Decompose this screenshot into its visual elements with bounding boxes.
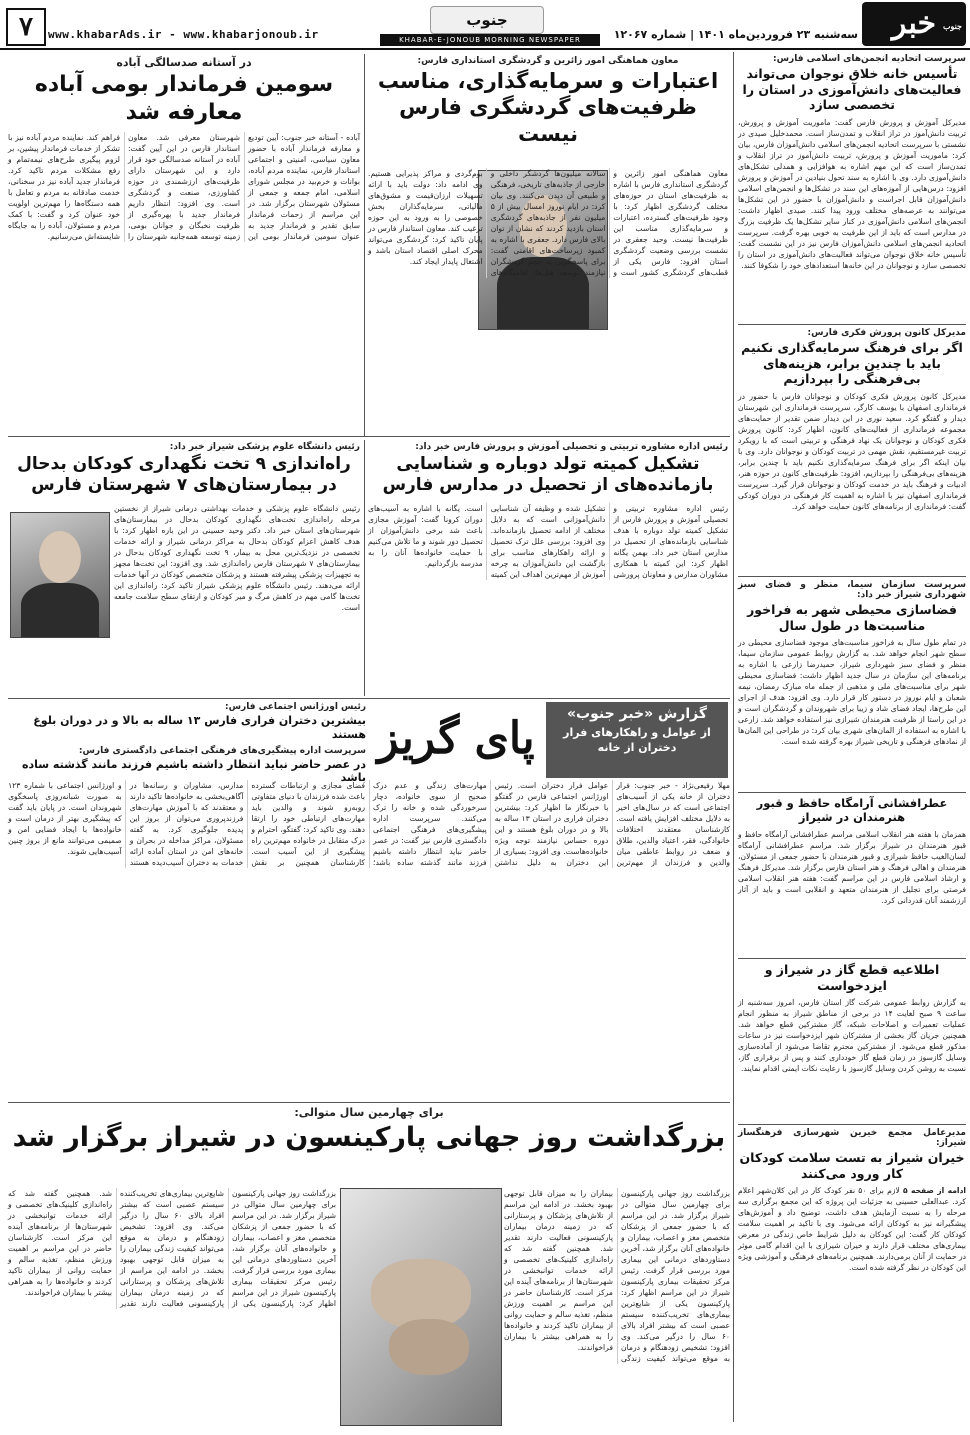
english-newspaper-name: KHABAR-E-JONOUB MORNING NEWSPAPER: [380, 34, 600, 46]
article-body: در تمام طول سال به فراخور مناسبت‌های موجود فضاسازی محیطی در سطح شهر انجام خواهد شد. به گزارش روابط عمومی سازمان سیما، منظر و فضای سبز شهرداری شیراز، حمیدرضا زارعی با اشاره به برنامه‌های این سازمان در سال جدید اظهار داشت: فضاسازی محیطی شهر برای مناسبت‌های ملی و مذهبی از جمله ماه مبارک رمضان، نیمه شعبان و ایام نوروز در دستور کار قرار دارد. وی افزود: هدف از اجرای این طرح‌ها، ایجاد فضای شاد و زیبا برای شهروندان و گردشگران است و در این راستا از ظرفیت هنرمندان شیرازی نیز استفاده خواهد شد. زارعی با اشاره به استفاده از المان‌های شهری بیان کرد: در طراحی این المان‌ها از نمادهای فرهنگی و تاریخی شیراز بهره گرفته شده است.: [738, 638, 966, 747]
article-body: رئیس اداره مشاوره تربیتی و تحصیلی آموزش و پرورش فارس از تشکیل کمیته تولد دوباره با هدف شناسایی بازمانده‌های از تحصیل در مدارس استان خبر داد. بهمن یگانه اظهار کرد: این کمیته با همکاری مشاوران مدارس و معاونان پرورشی تشکیل شده و وظیفه آن شناسایی دانش‌آموزانی است که به دلایل مختلف از ادامه تحصیل بازمانده‌اند. وی افزود: بررسی علل ترک تحصیل و ارائه راهکارهای مناسب برای بازگشت این دانش‌آموزان به چرخه آموزش از مهم‌ترین اهداف این کمیته است. یگانه با اشاره به آسیب‌های دوران کرونا گفت: آموزش مجازی باعث شد برخی دانش‌آموزان از تحصیل دور شوند و ما تلاش می‌کنیم با حمایت خانواده‌ها آنان را به مدرسه بازگردانیم.: [368, 503, 728, 579]
article-headline: اعتبارات و سرمایه‌گذاری، مناسب ظرفیت‌های گردشگری فارس نیست: [377, 69, 719, 146]
article-body: آباده - آستانه خبر جنوب: آیین تودیع و معارفه فرماندار آباده با حضور معاون سیاسی، امنیتی و اجتماعی استاندار فارس، نماینده مردم آباده، بوانات و خرم‌بید در مجلس شورای اسلامی، امام جمعه و جمعی از مسئولان شهرستان برگزار شد. در این مراسم از زحمات فرماندار سابق تقدیر و فرماندار جدید به عنوان سومین فرماندار بومی این شهرستان معرفی شد. معاون استاندار فارس در این آیین گفت: آباده در آستانه صدسالگی خود قرار دارد و این شهرستان دارای ظرفیت‌های ارزشمندی در حوزه کشاورزی، صنعت و گردشگری است. وی افزود: انتظار داریم فرماندار جدید با بهره‌گیری از ظرفیت نخبگان و جوانان بومی، زمینه توسعه همه‌جانبه شهرستان را فراهم کند. نماینده مردم آباده نیز با تشکر از خدمات فرماندار پیشین، بر لزوم پیگیری طرح‌های نیمه‌تمام و رفع مشکلات مردم تاکید کرد. فرماندار جدید آباده نیز در سخنانی، خدمت صادقانه به مردم و تعامل با همه دستگاه‌ها را مهم‌ترین اولویت خود عنوان کرد و گفت: با کمک مردم و مسئولان، آباده را به جایگاه شایسته‌اش می‌رسانیم.: [8, 133, 360, 241]
article-headline: تشکیل کمیته تولد دوباره و شناسایی بازمانده‌های از تحصیل در مدارس فارس: [382, 454, 714, 496]
dateline: سه‌شنبه ۲۳ فروردین‌ماه ۱۴۰۱ | شماره ۱۲۰۶۷: [613, 28, 858, 41]
article-headline: فضاسازی محیطی شهر به فراخور مناسبت‌ها در طول سال: [747, 602, 957, 633]
article-parkinson-body-left: [8, 1188, 336, 1424]
divider: [8, 436, 730, 437]
divider: [738, 792, 966, 793]
article-kicker: سرپرست سازمان سیما، منظر و فضای سبز شهرداری شیراز خبر داد:: [738, 580, 966, 600]
report-kicker-2: سرپرست اداره پیشگیری‌های فرهنگی اجتماعی دادگستری فارس:: [78, 745, 366, 756]
article-body: بزرگداشت روز جهانی پارکینسون برای چهارمین سال متوالی در شیراز برگزار شد. در این مراسم که با حضور جمعی از پزشکان متخصص مغز و اعصاب، بیماران و خانواده‌های آنان برگزار شد، آخرین دستاوردهای درمانی این بیماری مورد بررسی قرار گرفت. رئیس مرکز تحقیقات بیماری پارکینسون شیراز در این مراسم اظهار کرد: پارکینسون یکی از شایع‌ترین بیماری‌های تخریب‌کننده سیستم عصبی است که بیشتر افراد بالای ۶۰ سال را درگیر می‌کند. وی افزود: تشخیص زودهنگام و درمان به موقع می‌تواند کیفیت زندگی بیماران را به میزان قابل توجهی بهبود بخشد. در ادامه این مراسم از تلاش‌های پزشکان و پرستارانی که در زمینه درمان بیماران پارکینسونی فعالیت دارند تقدیر شد. همچنین گفته شد که راه‌اندازی کلینیک‌های تخصصی و ارائه خدمات توانبخشی در شهرستان‌ها از برنامه‌های آینده این مرکز است. کارشناسان حاضر در این مراسم بر اهمیت ورزش منظم، تغذیه سالم و حمایت روانی از بیماران تاکید کردند و خانواده‌ها را به همراهی بیشتر با بیماران فراخواندند.: [504, 1189, 730, 1363]
newspaper-logo: [862, 2, 966, 46]
article-body: [738, 1185, 966, 1273]
article-headline: تأسیس خانه خلاق نوجوان می‌تواند فعالیت‌های دانش‌آموزی در استان را تخصصی سازد: [742, 66, 962, 113]
article-dropout-committee: [368, 442, 728, 694]
divider: [738, 1124, 966, 1125]
article-body: مدیرکل آموزش و پرورش فارس گفت: ماموریت آموزش و پرورش، تربیت دانش‌آموز در تراز انقلاب و تمدن‌ساز است. محمدخلیل صیدی در نشستی با سرپرست اتحادیه انجمن‌های اسلامی دانش‌آموزان فارس، بیان کرد: ماموریت آموزش و پرورش، تربیت دانش‌آموز در تراز انقلاب و تمدن‌ساز است که این مهم اشاره به هوافزایی و همدلی تشکل‌های دانش‌آموزی دارد. وی با اشاره به سند تحول بنیادین در آموزش و پرورش افزود: درس‌هایی از آموزه‌های این سند در تشکل‌ها و انجمن‌های اسلامی دانش‌آموزان قابل اجراست و دانش‌آموزان با حضور در این تشکل‌ها می‌توانند به عرصه‌های مختلف ورود پیدا کنند. صیدی اظهار داشت: انجمن‌های اسلامی دانش‌آموزی در کنار سایر تشکل‌ها یک ظرفیت بزرگ در مدارس است که باید از این ظرفیت به خوبی بهره گرفت. سرپرست اتحادیه انجمن‌های اسلامی دانش‌آموزان فارس نیز در این نشست گفت: تأسیس خانه خلاق نوجوان می‌تواند فعالیت‌های دانش‌آموزی در استان را تخصصی سازد و نوجوانان در این خانه‌ها استعدادهای خود را شکوفا کنند.: [738, 117, 966, 270]
article-parkinson-body-right: [504, 1188, 730, 1424]
article-headline: راه‌اندازی ۹ تخت نگهداری کودکان بدحال در بیمارستان‌های ۷ شهرستان فارس: [17, 454, 351, 496]
article-kicker: رئیس اداره مشاوره تربیتی و تحصیلی آموزش و پرورش فارس خبر داد:: [415, 442, 728, 452]
article-headline: بزرگداشت روز جهانی پارکینسون در شیراز برگزار شد: [12, 1122, 726, 1153]
report-box: [546, 702, 728, 778]
parkinson-hands-photo: [340, 1188, 502, 1426]
page-number: ۷: [6, 8, 46, 46]
article-kicker: مدیرکل کانون پرورش فکری فارس:: [807, 328, 966, 338]
logo-subtext: جنوب: [942, 21, 962, 31]
university-president-photo: [10, 512, 110, 638]
article-culture-investment: [738, 328, 966, 574]
divider: [8, 1102, 730, 1103]
article-body-text: لازم برای ۵۰ نفر کودک کار در این کلان‌شهر اعلام کرد. عبدالعلی حسینی به جزئیات این پروژه که این مجمع برگزاری سه مرحله را به نسبت آزمایش هدف داشت، توضیح داد و آموزش‌های پیشگیرانه نیز به کودکان ارائه می‌شود. وی با تاکید بر اهمیت سلامت کودکان کار گفت: این کودکان به دلیل شرایط خاص زندگی در معرض بیماری‌های مختلف قرار دارند و خیران شیرازی با این اقدام گامی موثر در حمایت از آنان برمی‌دارند. همچنین برنامه‌های فرهنگی و آموزشی ویژه این کودکان در نظر گرفته شده است.: [738, 1186, 966, 1273]
article-parkinson-header: [8, 1106, 730, 1182]
article-child-labour-health: [738, 1128, 966, 1424]
article-body: همزمان با هفته هنر انقلاب اسلامی مراسم عطرافشانی آرامگاه حافظ و قبور هنرمندان در شیراز برگزار شد. مراسم عطرافشانی آرامگاه لسان‌الغیب حافظ شیرازی و قبور هنرمندان با حضور جمعی از مسئولان، هنرمندان و اهالی فرهنگ و هنر استان فارس برگزار شد. مدیرکل فرهنگ و ارشاد اسلامی فارس در این مراسم گفت: هفته هنر انقلاب اسلامی فرصتی برای تجلیل از هنرمندان متعهد و انقلابی است و باید از آثار ارزشمند آنان قدردانی کرد.: [738, 829, 966, 905]
article-headline: اگر برای فرهنگ سرمایه‌گذاری نکنیم باید با چندین برابر، هزینه‌های بی‌فرهنگی را بپردازیم: [741, 340, 963, 387]
report-subhead-1: بیشترین دختران فراری فارس ۱۳ ساله به بالا و در دوران بلوغ هستند: [33, 714, 366, 741]
article-kicker: مدیرعامل مجمع خیرین شهرسازی فرهنگساز شیراز:: [738, 1128, 966, 1148]
article-headline: خیران شیراز به تست سلامت کودکان کار ورود می‌کنند: [739, 1150, 965, 1181]
article-body: معاون هماهنگی امور زائرین و گردشگری استانداری فارس با اشاره به ظرفیت‌های استان در حوزه‌های مختلف گردشگری اظهار کرد: با وجود ظرفیت‌های گسترده، اعتبارات و سرمایه‌گذاری مناسب این ظرفیت‌ها نیست. وحید جعفری در نشست بررسی وضعیت گردشگری استان افزود: فارس یکی از قطب‌های گردشگری کشور است و سالانه میلیون‌ها گردشگر داخلی و خارجی از جاذبه‌های تاریخی، فرهنگی و طبیعی آن دیدن می‌کنند. وی بیان کرد: در ایام نوروز امسال بیش از ۵ میلیون نفر از جاذبه‌های گردشگری استان بازدید کردند که نشان از توان بالای فارس دارد. جعفری با اشاره به کمبود زیرساخت‌های اقامتی گفت: برای پاسخگویی به حجم گردشگران نیازمند توسعه هتل‌ها، اقامتگاه‌های بوم‌گردی و مراکز پذیرایی هستیم. وی ادامه داد: دولت باید با ارائه تسهیلات ارزان‌قیمت و مشوق‌های مالیاتی، سرمایه‌گذاران بخش خصوصی را به ورود به این حوزه ترغیب کند. معاون استاندار فارس در پایان تاکید کرد: گردشگری می‌تواند محرک اصلی اقتصاد استان باشد و اشتغال پایدار ایجاد کند.: [368, 169, 728, 277]
report-box-title: گزارش «خبر جنوب»: [566, 706, 708, 722]
article-headline: عطرافشانی آرامگاه حافظ و قبور هنرمندان در شیراز: [756, 796, 948, 825]
article-body: به گزارش روابط عمومی شرکت گاز استان فارس، امروز سه‌شنبه از ساعت ۹ صبح لغایت ۱۴ در برخی از مناطق شیراز به منظور انجام عملیات تعمیرات و اصلاحات شبکه، گاز مشترکین قطع خواهد شد. همچنین جریان گاز بخشی از مشترکان شهر ایزدخواست نیز در ساعات مذکور قطع می‌شود. از مشترکین محترم تقاضا می‌شود از آماده‌سازی وسایل گازسوز در زمان قطع گاز خودداری کنند و پس از برقراری گاز، نسبت به روشن کردن وسایل گازسوز با رعایت نکات ایمنی اقدام نمایند.: [738, 998, 966, 1074]
report-box-subtitle: از عوامل و راهکارهای فرار دختران از خانه: [563, 726, 711, 754]
article-headline: اطلاعیه قطع گاز در شیراز و ایزدخواست: [764, 962, 940, 993]
divider: [738, 324, 966, 325]
article-creative-house: [738, 54, 966, 322]
article-kicker: معاون هماهنگی امور زائرین و گردشگری استانداری فارس:: [417, 56, 679, 66]
report-subhead-2: در عصر حاضر نباید انتظار داشته باشیم فرزند مانند گذشته ساده باشد: [22, 757, 366, 785]
article-kicker: برای چهارمین سال متوالی:: [294, 1106, 444, 1119]
report-big-title: پای گریز: [377, 713, 535, 764]
article-tourism-header: [368, 56, 728, 174]
article-headline: سومین فرماندار بومی آباده معارفه شد: [34, 72, 334, 125]
article-hafez-tomb: [738, 796, 966, 956]
divider: [738, 576, 966, 577]
column-divider: [733, 52, 734, 1422]
column-divider: [364, 54, 365, 436]
divider: [738, 958, 966, 959]
article-kicker: در آستانه صدسالگی آباده: [116, 56, 252, 69]
article-city-decoration: [738, 580, 966, 790]
masthead: [0, 0, 970, 50]
article-body: رئیس دانشگاه علوم پزشکی و خدمات بهداشتی درمانی شیراز از نخستین مرحله راه‌اندازی تخت‌های نگهداری کودکان بدحال در بیمارستان‌های شهرستان‌های استان خبر داد. دکتر وحید حسینی در این باره اظهار کرد: با هدف کاهش اعزام کودکان بدحال به مراکز درمانی شیراز و ارائه خدمات تخصصی در نزدیک‌ترین محل به بیمار، ۹ تخت نگهداری کودکان بدحال در بیمارستان‌های ۷ شهرستان فارس راه‌اندازی شد. وی افزود: این تخت‌ها مجهز به تجهیزات پزشکی پیشرفته هستند و پزشکان متخصص کودکان در آنها خدمات ارائه می‌دهند. رئیس دانشگاه علوم پزشکی شیراز تاکید کرد: راه‌اندازی این تخت‌ها گامی مهم در کاهش مرگ و میر کودکان و ارتقای سطح سلامت جامعه است.: [114, 503, 360, 612]
article-tourism-body: [368, 168, 728, 432]
article-kicker: رئیس دانشگاه علوم پزشکی شیراز خبر داد:: [169, 442, 360, 452]
article-kicker: سرپرست اتحادیه انجمن‌های اسلامی فارس:: [773, 54, 966, 64]
article-body: مدیرکل کانون پرورش فکری کودکان و نوجوانان فارس با حضور در فرمانداری اصفهان با یوسف کارگر، سرپرست فرمانداری این شهرستان دیدار و گفتگو کرد. سعید نوری در این دیدار ضمن تقدیر از حمایت‌های مجموعه فرمانداری از فعالیت‌های کانون، اظهار کرد: کانون پرورش فکری کودکان و نوجوانان یک نهاد فرهنگی و تربیتی است که با رویکرد تربیت غیرمستقیم، نقش مهمی در تربیت کودکان و نوجوانان دارد. وی با بیان اینکه اگر برای فرهنگ سرمایه‌گذاری نکنیم باید با چندین برابر، هزینه‌های بی‌فرهنگی را بپردازیم، افزود: ظرفیت‌های کانون در حوزه هنر، ادبیات و فرهنگ باید در خدمت کودکان و نوجوانان قرار گیرد. سرپرست فرمانداری اصفهان نیز با اشاره به اهمیت کار فرهنگی در دوران کودکی گفت: فرمانداری از برنامه‌های کانون حمایت خواهد کرد.: [738, 391, 966, 511]
report-body: مهلا رفیعی‌نژاد - خبر جنوب: فرار دختران از خانه یکی از آسیب‌های اجتماعی است که در سال‌های اخیر به دلایل مختلف افزایش یافته است. کارشناسان معتقدند اختلافات خانوادگی، فقر، اعتیاد والدین، طلاق و ضعف در روابط عاطفی میان والدین و فرزندان از مهم‌ترین عوامل فرار دختران است. رئیس اورژانس اجتماعی فارس در گفتگو با خبرنگار ما اظهار کرد: بیشترین دختران فراری در استان ۱۳ ساله به بالا و در دوران بلوغ هستند و این دوره حساس نیازمند توجه ویژه خانواده‌هاست. وی افزود: بسیاری از این دختران به دلیل نداشتن مهارت‌های زندگی و عدم درک صحیح از سوی خانواده، دچار سرخوردگی شده و خانه را ترک می‌کنند. سرپرست اداره پیشگیری‌های فرهنگی اجتماعی دادگستری فارس نیز گفت: در عصر حاضر نباید انتظار داشته باشیم فرزند مانند گذشته ساده باشد؛ فضای مجازی و ارتباطات گسترده باعث شده فرزندان با دنیای متفاوتی روبه‌رو شوند و والدین باید مهارت‌های ارتباطی خود را ارتقا دهند. وی تاکید کرد: گفتگو، احترام و درک متقابل در خانواده مهم‌ترین راه پیشگیری از این آسیب است. کارشناسان همچنین بر نقش مدارس، مشاوران و رسانه‌ها در آگاهی‌بخشی به خانواده‌ها تاکید دارند و معتقدند که با آموزش مهارت‌های فرزندپروری می‌توان از بروز این پدیده جلوگیری کرد. به گفته مسئولان، مراکز مداخله در بحران و خانه‌های امن در استان آماده ارائه خدمات به دختران آسیب‌دیده هستند و اورژانس اجتماعی با شماره ۱۲۳ به صورت شبانه‌روزی پاسخگوی شهروندان است. در پایان باید گفت که پیشگیری بهتر از درمان است و خانواده‌ها با ایجاد فضایی امن و صمیمی می‌توانند مانع از بروز چنین آسیب‌هایی شوند.: [8, 781, 730, 867]
column-divider: [364, 440, 365, 696]
article-abadeh-governor: [8, 56, 360, 432]
article-body: بزرگداشت روز جهانی پارکینسون برای چهارمین سال متوالی در شیراز برگزار شد. در این مراسم که با حضور جمعی از پزشکان متخصص مغز و اعصاب، بیماران و خانواده‌های آنان برگزار شد، آخرین دستاوردهای درمانی این بیماری مورد بررسی قرار گرفت. رئیس مرکز تحقیقات بیماری پارکینسون شیراز در این مراسم اظهار کرد: پارکینسون یکی از شایع‌ترین بیماری‌های تخریب‌کننده سیستم عصبی است که بیشتر افراد بالای ۶۰ سال را درگیر می‌کند. وی افزود: تشخیص زودهنگام و درمان به موقع می‌تواند کیفیت زندگی بیماران را به میزان قابل توجهی بهبود بخشد. در ادامه این مراسم از تلاش‌های پزشکان و پرستارانی که در زمینه درمان بیماران پارکینسونی فعالیت دارند تقدیر شد. همچنین گفته شد که راه‌اندازی کلینیک‌های تخصصی و ارائه خدمات توانبخشی در شهرستان‌ها از برنامه‌های آینده این مرکز است. کارشناسان حاضر در این مراسم بر اهمیت ورزش منظم، تغذیه سالم و حمایت روانی از بیماران تاکید کردند و خانواده‌ها را به همراهی بیشتر با بیماران فراخواندند.: [8, 1189, 336, 1308]
report-subheads: [8, 702, 366, 785]
divider: [8, 698, 730, 699]
report-kicker-1: رئیس اورژانس اجتماعی فارس:: [225, 702, 366, 712]
report-body-area: [8, 780, 730, 1098]
site-urls[interactable]: www.khabarAds.ir - www.khabarjonoub.ir: [48, 28, 319, 41]
section-label: جنوب: [430, 6, 544, 34]
logo-text: خبر: [891, 6, 937, 41]
continuation-label: ادامه از صفحه ۵: [902, 1186, 966, 1196]
article-gas-outage: [738, 962, 966, 1122]
